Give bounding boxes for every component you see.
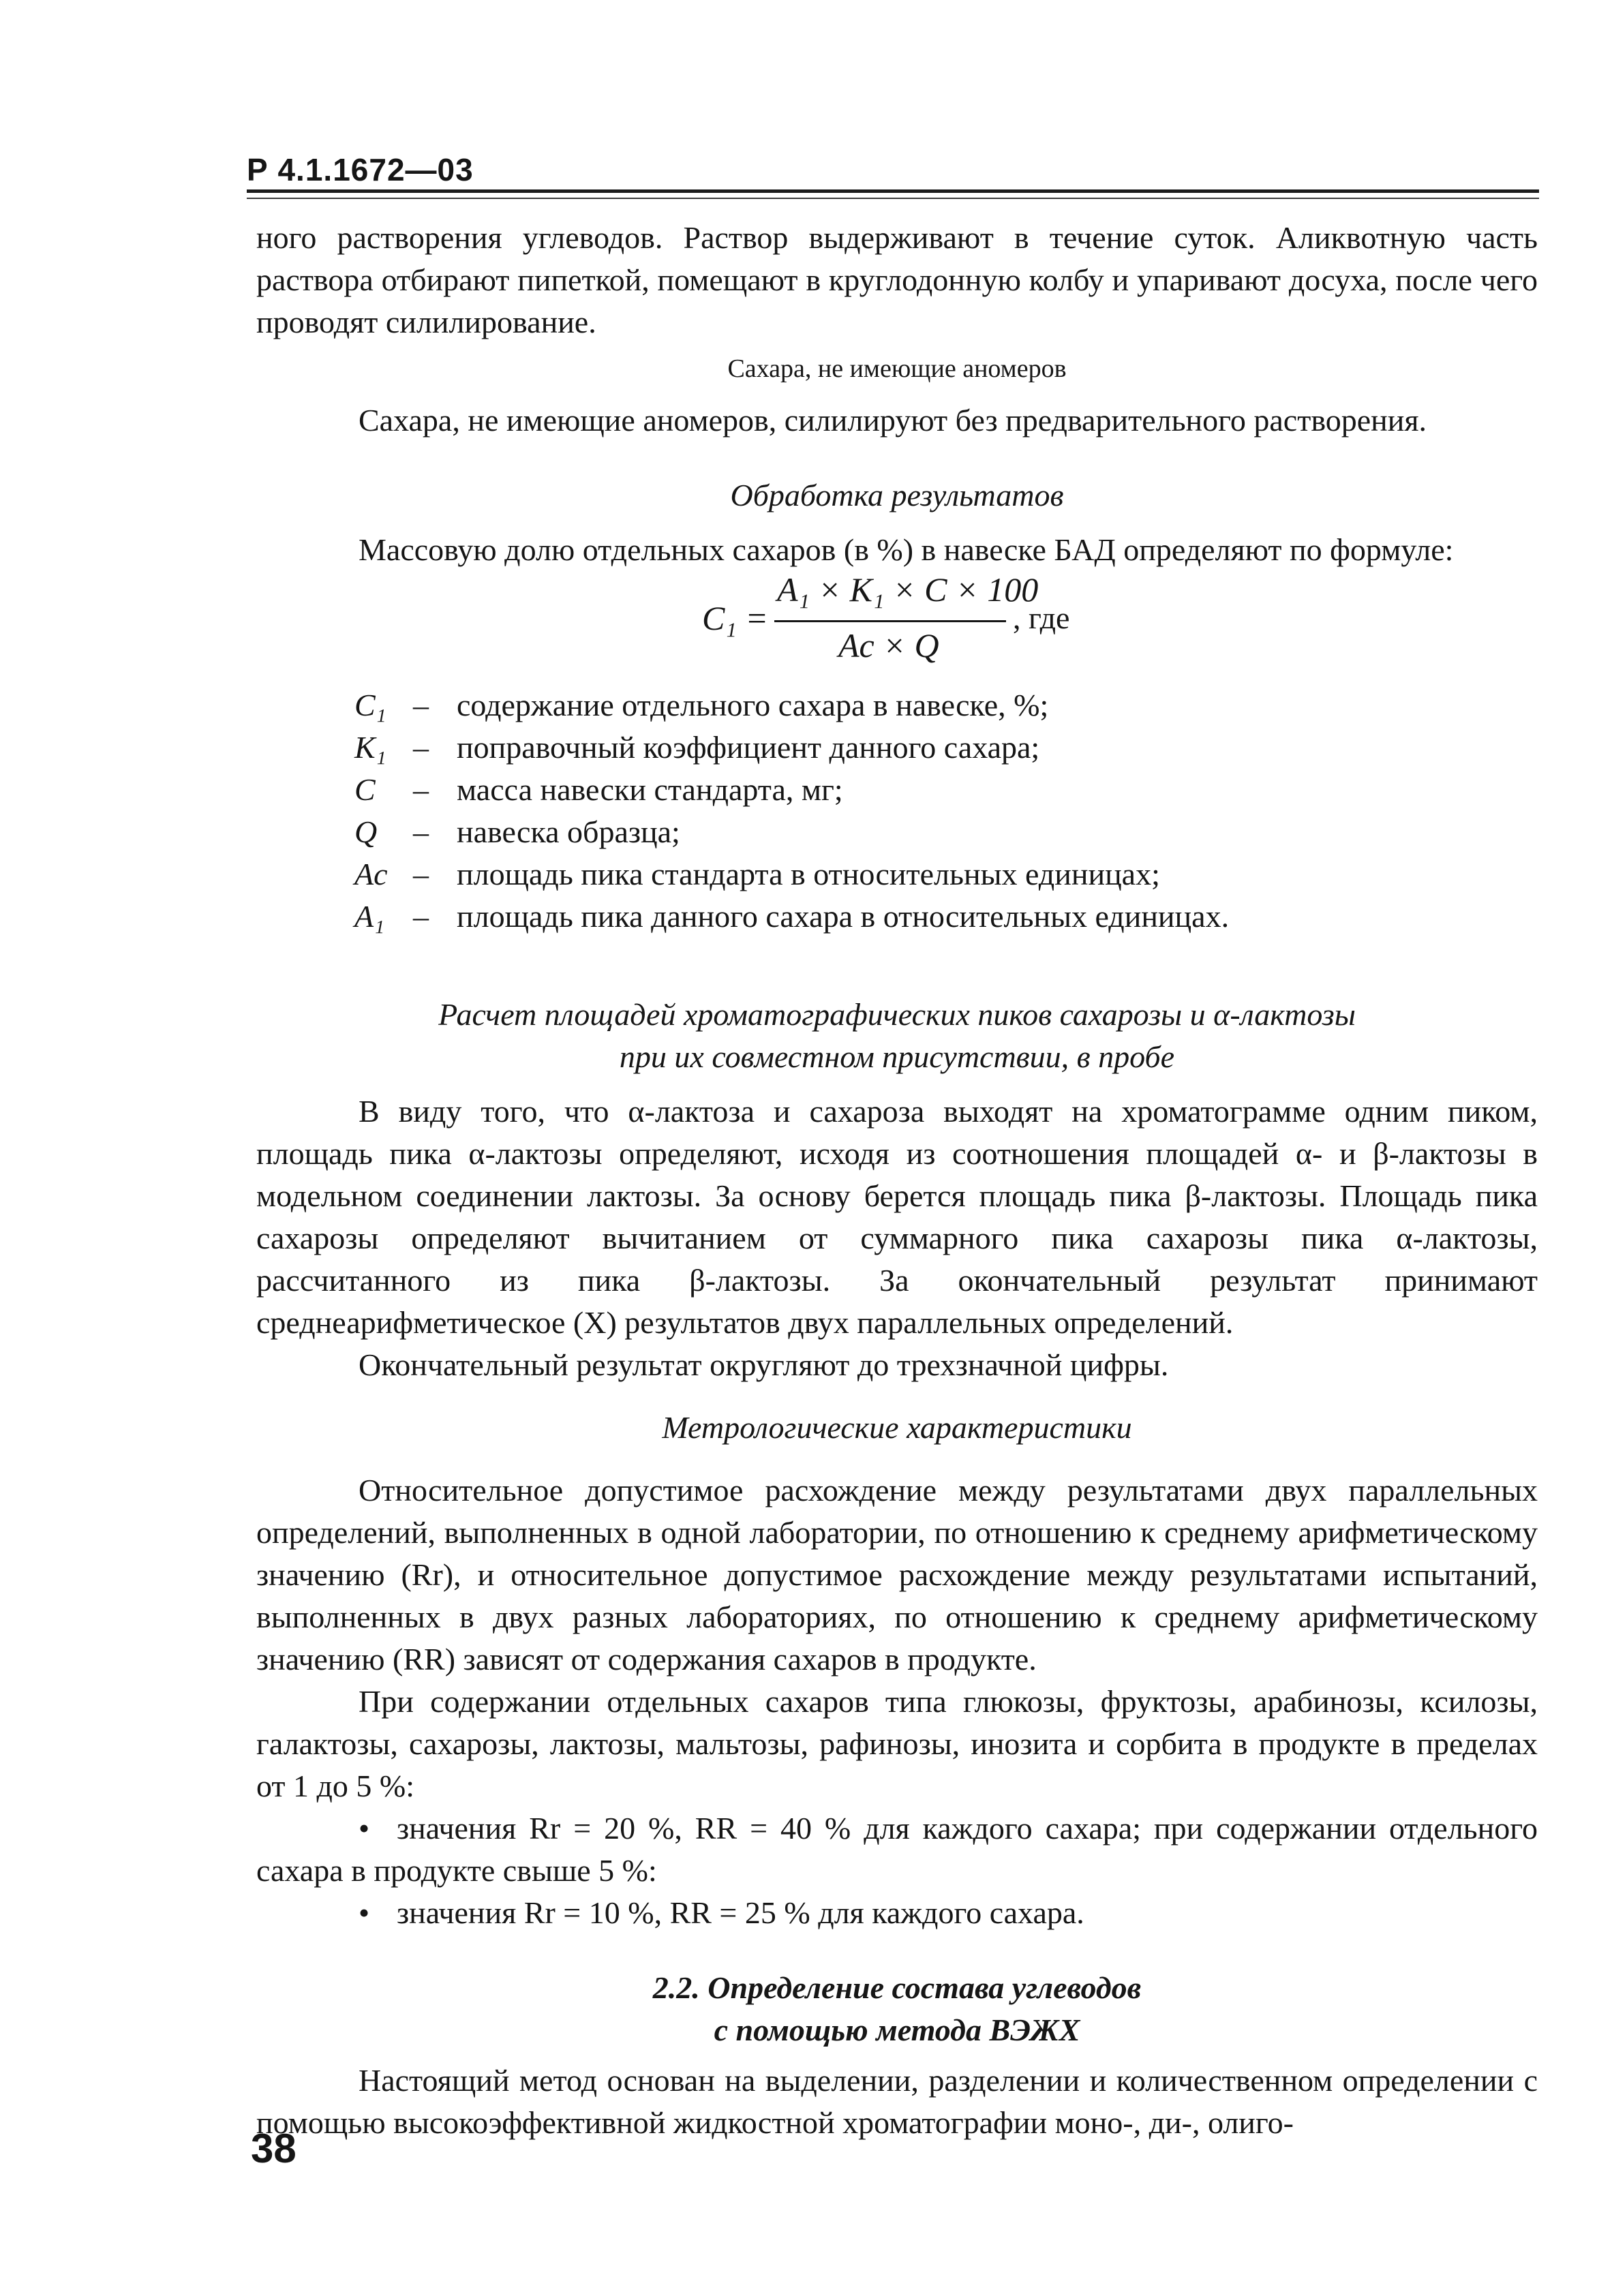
- bullet-item: [256, 1807, 1538, 1892]
- definition-symbol: K₁: [354, 730, 386, 765]
- intro-block: [256, 217, 1538, 343]
- peaks-block: [256, 1090, 1538, 1386]
- definition-text: площадь пика данного сахара в относительных единицах.: [457, 899, 1230, 934]
- heading-results: Обработка результатов: [730, 478, 1064, 512]
- definition-dash: –: [413, 857, 429, 891]
- fraction-line: [774, 620, 1006, 622]
- heading-metrology: Метрологические характеристики: [662, 1410, 1132, 1445]
- hplc-block: [256, 2060, 1538, 2144]
- definition-text: масса навески стандарта, мг;: [457, 772, 843, 807]
- no-anomers-block: [256, 399, 1538, 442]
- definition-dash: –: [413, 730, 429, 765]
- heading-hplc-line1: 2.2. Определение состава углеводов: [652, 1970, 1142, 2005]
- definition-symbol: C₁: [354, 688, 386, 722]
- definition-dash: –: [413, 688, 429, 722]
- bullet-text: значения Rr = 10 %, RR = 25 % для каждого сахара.: [397, 1895, 1084, 1930]
- page-number: 38: [251, 2126, 296, 2171]
- definition-text: содержание отдельного сахара в навеске, %;: [457, 688, 1049, 722]
- formula-numerator: A₁ × K₁ × C × 100: [777, 570, 1039, 609]
- heading-hplc-line2: с помощью метода ВЭЖХ: [714, 2012, 1080, 2047]
- heading-hplc: [256, 1967, 1538, 2051]
- metrology-block: [256, 1469, 1538, 1934]
- results-paragraph: Массовую долю отдельных сахаров (в %) в навеске БАД определяют по формуле:: [359, 532, 1454, 567]
- definition-text: площадь пика стандарта в относительных единицах;: [457, 857, 1160, 891]
- bullet-item: [256, 1892, 1538, 1934]
- header-rule-thin: [247, 198, 1539, 199]
- results-block: [256, 529, 1538, 571]
- document-code: Р 4.1.1672—03: [247, 152, 474, 187]
- definition-symbol: A₁: [354, 899, 385, 934]
- formula-lhs: C₁ =: [702, 599, 768, 637]
- definition-dash: –: [413, 772, 429, 807]
- definition-text: поправочный коэффициент данного сахара;: [457, 730, 1040, 765]
- definition-symbol: C: [354, 772, 376, 807]
- definition-dash: –: [413, 899, 429, 934]
- intro-paragraph: ного растворения углеводов. Раствор выдерживают в течение суток. Аликвотную часть раствора отбирают пипеткой, помещают в круглодонную колбу и упаривают досуха, после чего проводят силилирование.: [256, 220, 1538, 339]
- rounding-paragraph: Окончательный результат округляют до трехзначной цифры.: [359, 1347, 1169, 1382]
- bullet-icon: •: [359, 1895, 370, 1930]
- definition-text: навеска образца;: [457, 814, 680, 849]
- definition-symbol: Ac: [354, 857, 388, 891]
- formula-suffix: , где: [1013, 600, 1070, 635]
- definition-dash: –: [413, 814, 429, 849]
- heading-peaks-line1: Расчет площадей хроматографических пиков сахарозы и α-лактозы: [438, 997, 1356, 1032]
- hplc-paragraph: Настоящий метод основан на выделении, разделении и количественном определении с помощью высокоэффективной жидкостной хроматографии моно-, ди-, олиго-: [256, 2063, 1538, 2140]
- heading-peaks: [256, 994, 1538, 1078]
- bullet-icon: •: [359, 1811, 370, 1846]
- heading-peaks-line2: при их совместном присутствии, в пробе: [619, 1039, 1175, 1074]
- peaks-paragraph: В виду того, что α-лактоза и сахароза выходят на хроматограмме одним пиком, площадь пика α-лактозы определяют, исходя из соотношения площадей α- и β-лактозы в модельном соединении лактозы. За основу берется площадь пика β-лактозы. Площадь пика сахарозы определяют вычитанием от суммарного пика сахарозы пика α-лактозы, рассчитанного из пика β-лактозы. За окончательный результат принимают среднеарифметическое (Х) результатов двух параллельных определений.: [256, 1094, 1538, 1340]
- formula-denominator: Ac × Q: [838, 626, 939, 664]
- metrology-paragraph: Относительное допустимое расхождение между результатами двух параллельных определений, выполненных в одной лаборатории, по отношению к среднему арифметическому значению (Rr), и относительное допустимое расхождение между результатами испытаний, выполненных в двух разных лабораториях, по отношению к среднему арифметическому значению (RR) зависят от содержания сахаров в продукте.: [256, 1473, 1538, 1677]
- definition-symbol: Q: [354, 814, 378, 849]
- header-rule-thick: [247, 189, 1539, 193]
- no-anomers-paragraph: Сахара, не имеющие аномеров, силилируют без предварительного растворения.: [359, 403, 1427, 438]
- bullet-text: значения Rr = 20 %, RR = 40 % для каждого сахара; при содержании отдельного сахара в продукте свыше 5 %:: [256, 1811, 1538, 1888]
- sugar-range-paragraph: При содержании отдельных сахаров типа глюкозы, фруктозы, арабинозы, ксилозы, галактозы, сахарозы, лактозы, мальтозы, рафинозы, инозита и сорбита в продукте в пределах от 1 до 5 %:: [256, 1684, 1538, 1803]
- heading-no-anomers: Сахара, не имеющие аномеров: [727, 354, 1067, 383]
